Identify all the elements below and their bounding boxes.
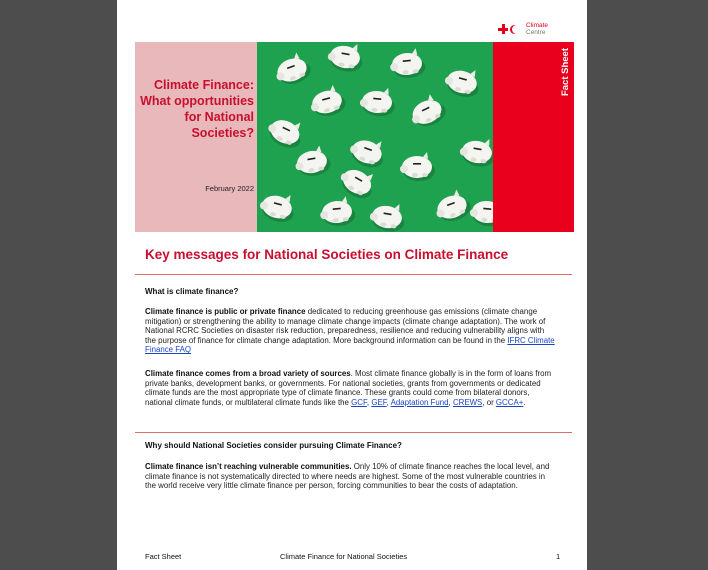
key-messages-heading: Key messages for National Societies on Climate Finance xyxy=(145,247,509,262)
footer-title: Climate Finance for National Societies xyxy=(280,552,408,561)
cover-title: Climate Finance: What opportunities for National Societies? xyxy=(140,78,254,140)
piggy-bank-icon xyxy=(264,111,308,152)
cover-banner xyxy=(135,42,574,232)
paragraph-vulnerable: Climate finance isn’t reaching vulnerable communities. Only 10% of climate finance reaches the local level, and climate finance is not systematically directed to where needs are highest. Some of the most vulnerable countries in the world receive very little climate finance per person, forcing communities to bear the costs of adaptation. xyxy=(145,462,550,491)
piggy-bank-icon xyxy=(442,63,483,100)
piggy-bank-icon xyxy=(469,196,493,228)
piggy-bank-icon xyxy=(257,188,298,225)
footer-left: Fact Sheet xyxy=(145,552,182,561)
piggy-bank-icon xyxy=(431,187,474,226)
divider xyxy=(135,274,572,275)
piggy-banks-illustration xyxy=(257,42,493,232)
cover-date: February 2022 xyxy=(205,184,254,193)
section-why-title: Why should National Societies consider pursuing Climate Finance? xyxy=(145,441,402,450)
piggy-bank-icon xyxy=(293,144,333,179)
title-panel xyxy=(135,42,257,232)
gcf-link[interactable]: GCF xyxy=(351,397,367,407)
piggy-bank-icon xyxy=(319,195,356,227)
piggy-bank-icon xyxy=(326,42,366,74)
adaptation-fund-link[interactable]: Adaptation Fund xyxy=(390,397,449,407)
document-page xyxy=(117,0,587,570)
gcca-link[interactable]: GCCA+ xyxy=(495,397,524,407)
logo-line2: Centre xyxy=(526,29,546,36)
crews-link[interactable]: CREWS xyxy=(452,397,483,407)
red-cross-crescent-icon xyxy=(498,24,521,34)
paragraph-definition: Climate finance is public or private finance dedicated to reducing greenhouse gas emissions (climate change mitigation) or strengthening the ability to manage climate change impacts (climate change adaptation). The work of National RCRC Societies on disaster risk reduction, preparedness, resilience and reducing vulnerability aligns with the purpose of finance for climate change adaptation. More background information can be found in the IFRC Climate Finance FAQ xyxy=(145,307,555,355)
piggy-bank-icon xyxy=(458,134,493,169)
piggy-bank-icon xyxy=(271,50,314,89)
piggy-bank-icon xyxy=(389,47,426,79)
section-what-title: What is climate finance? xyxy=(145,287,239,296)
piggy-bank-icon xyxy=(307,83,348,120)
piggy-bank-icon xyxy=(346,132,389,171)
piggy-bank-icon xyxy=(359,86,396,118)
piggy-banks-photo xyxy=(257,42,493,232)
logo-line1: Climate xyxy=(526,21,549,29)
page-number: 1 xyxy=(556,552,561,561)
paragraph-sources: Climate finance comes from a broad variety of sources. Most climate finance globally is in the form of loans from private banks, development banks, or governments. For national societies, grants from governments or dedicated climate funds are the most appropriate type of climate finance. These grants could come from bilateral donors, national climate funds, or multilateral climate funds like the GCF, GEF, Adaptation Fund, CREWS, or GCCA+. xyxy=(145,369,552,407)
fact-sheet-label: Fact Sheet xyxy=(560,48,571,97)
divider xyxy=(135,432,572,433)
gef-link[interactable]: GEF xyxy=(371,397,387,407)
piggy-bank-icon xyxy=(368,199,408,232)
piggy-bank-icon xyxy=(400,152,435,181)
piggy-bank-icon xyxy=(405,91,449,132)
climate-centre-logo xyxy=(498,19,548,39)
ifrc-faq-link[interactable]: IFRC Climate Finance FAQ xyxy=(145,335,555,355)
